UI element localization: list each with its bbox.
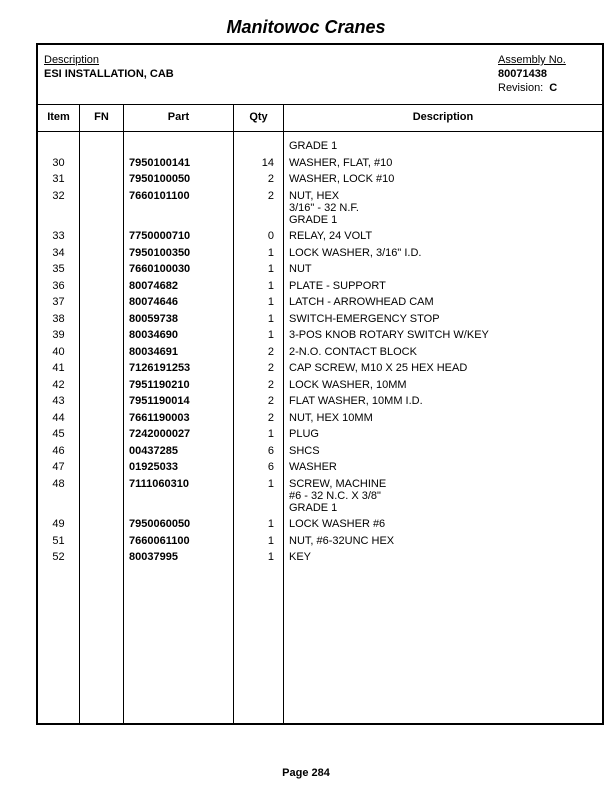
item-number: 52	[52, 551, 65, 563]
part-description: WASHER	[289, 461, 337, 473]
table-row	[38, 445, 602, 462]
part-number: 80037995	[129, 551, 178, 563]
part-number: 7951190014	[129, 395, 190, 407]
revision-label: Revision:	[498, 82, 544, 94]
part-number: 7951190210	[129, 378, 190, 391]
part-number: 7950100141	[129, 156, 191, 169]
parts-list-frame	[36, 43, 604, 725]
part-number: 7661190003	[129, 411, 190, 424]
item-number: 45	[52, 428, 65, 440]
table-row	[38, 535, 602, 552]
quantity: 1	[267, 551, 274, 563]
part-number: 7750000710	[129, 230, 191, 242]
item-number: 31	[52, 173, 65, 185]
quantity: 1	[267, 428, 274, 440]
table-row	[38, 412, 602, 429]
description-label: Description	[44, 54, 100, 66]
part-number: 7950100350	[129, 246, 191, 259]
table-row	[38, 140, 602, 157]
part-number: 7950060050	[129, 518, 191, 530]
part-description: SCREW, MACHINE #6 - 32 N.C. X 3/8" GRADE 1	[289, 477, 387, 514]
column-fn: FN	[94, 111, 109, 123]
quantity: 6	[267, 461, 274, 473]
part-number: 01925033	[129, 461, 178, 473]
part-description: RELAY, 24 VOLT	[289, 230, 373, 242]
item-number: 41	[52, 362, 65, 374]
quantity: 1	[267, 263, 274, 275]
table-row	[38, 461, 602, 478]
assembly-value: 80071438	[498, 68, 547, 80]
quantity: 2	[267, 189, 274, 202]
table-row	[38, 280, 602, 297]
part-description: WASHER, FLAT, #10	[289, 156, 393, 169]
description-value: ESI INSTALLATION, CAB	[44, 68, 174, 80]
item-number: 32	[52, 189, 65, 202]
column-item: Item	[47, 111, 70, 123]
part-number: 7660061100	[129, 534, 190, 547]
part-number: 00437285	[129, 444, 178, 457]
part-description: SWITCH-EMERGENCY STOP	[289, 312, 440, 325]
part-description: GRADE 1	[289, 140, 338, 152]
item-number: 35	[52, 263, 65, 275]
item-number: 51	[52, 534, 65, 547]
column-description: Description	[412, 111, 474, 123]
part-description: LATCH - ARROWHEAD CAM	[289, 296, 434, 308]
part-number: 80059738	[129, 312, 178, 325]
quantity: 2	[267, 411, 274, 424]
part-number: 7126191253	[129, 362, 191, 374]
part-description: NUT	[289, 263, 312, 275]
table-row	[38, 173, 602, 190]
table-row	[38, 296, 602, 313]
part-description: NUT, #6-32UNC HEX	[289, 534, 395, 547]
quantity: 2	[267, 173, 274, 185]
revision	[498, 82, 557, 94]
part-description: LOCK WASHER #6	[289, 518, 386, 530]
table-row	[38, 518, 602, 535]
item-number: 38	[52, 312, 65, 325]
part-description: KEY	[289, 551, 312, 563]
part-description: LOCK WASHER, 10MM	[289, 378, 407, 391]
revision-value: C	[549, 82, 558, 94]
table-row	[38, 230, 602, 247]
table-row	[38, 478, 602, 519]
part-description: CAP SCREW, M10 X 25 HEX HEAD	[289, 362, 468, 374]
item-number: 36	[52, 279, 65, 292]
item-number: 37	[52, 296, 65, 308]
part-number: 7660100030	[129, 263, 191, 275]
quantity: 1	[267, 534, 274, 547]
part-number: 7242000027	[129, 428, 191, 440]
part-description: WASHER, LOCK #10	[289, 173, 395, 185]
part-description: FLAT WASHER, 10MM I.D.	[289, 395, 423, 407]
quantity: 1	[267, 329, 274, 341]
item-number: 47	[52, 461, 65, 473]
table-row	[38, 346, 602, 363]
item-number: 43	[52, 395, 65, 407]
part-description: 2-N.O. CONTACT BLOCK	[289, 345, 417, 358]
table-row	[38, 329, 602, 346]
column-qty: Qty	[249, 111, 268, 123]
quantity: 1	[267, 246, 274, 259]
quantity: 2	[267, 362, 274, 374]
quantity: 14	[261, 156, 274, 169]
assembly-header	[38, 45, 602, 105]
part-number: 7950100050	[129, 173, 191, 185]
part-description: NUT, HEX 10MM	[289, 411, 373, 424]
part-description: SHCS	[289, 444, 320, 457]
column-part: Part	[167, 111, 190, 123]
part-number: 80074682	[129, 279, 178, 292]
table-row	[38, 395, 602, 412]
quantity: 0	[267, 230, 274, 242]
quantity: 2	[267, 395, 274, 407]
part-description: LOCK WASHER, 3/16" I.D.	[289, 246, 422, 259]
part-number: 80034691	[129, 345, 178, 358]
item-number: 30	[52, 156, 65, 169]
quantity: 2	[267, 378, 274, 391]
page-title: Manitowoc Cranes	[226, 17, 386, 37]
item-number: 46	[52, 444, 65, 457]
table-row	[38, 313, 602, 330]
item-number: 42	[52, 378, 65, 391]
item-number: 48	[52, 477, 65, 490]
page-number: Page 284	[282, 767, 330, 779]
part-number: 7660101100	[129, 189, 190, 202]
assembly-label: Assembly No.	[498, 54, 566, 66]
table-row	[38, 247, 602, 264]
parts-table-body	[38, 140, 602, 568]
part-number: 7111060310	[129, 477, 189, 490]
part-description: PLUG	[289, 428, 319, 440]
item-number: 49	[52, 518, 65, 530]
item-number: 44	[52, 411, 65, 424]
quantity: 2	[267, 345, 274, 358]
quantity: 1	[267, 312, 274, 325]
part-number: 80034690	[129, 329, 178, 341]
table-row	[38, 551, 602, 568]
quantity: 6	[267, 444, 274, 457]
quantity: 1	[267, 296, 274, 308]
table-row	[38, 362, 602, 379]
table-row	[38, 379, 602, 396]
part-description: 3-POS KNOB ROTARY SWITCH W/KEY	[289, 329, 489, 341]
item-number: 39	[52, 329, 65, 341]
table-row	[38, 263, 602, 280]
part-description: PLATE - SUPPORT	[289, 279, 386, 292]
part-number: 80074646	[129, 296, 178, 308]
item-number: 34	[52, 246, 65, 259]
quantity: 1	[267, 279, 274, 292]
part-description: NUT, HEX 3/16" - 32 N.F. GRADE 1	[289, 189, 359, 226]
table-row	[38, 428, 602, 445]
item-number: 33	[52, 230, 65, 242]
quantity: 1	[267, 477, 274, 490]
quantity: 1	[267, 518, 274, 530]
item-number: 40	[52, 345, 65, 358]
table-row	[38, 190, 602, 231]
table-row	[38, 157, 602, 174]
